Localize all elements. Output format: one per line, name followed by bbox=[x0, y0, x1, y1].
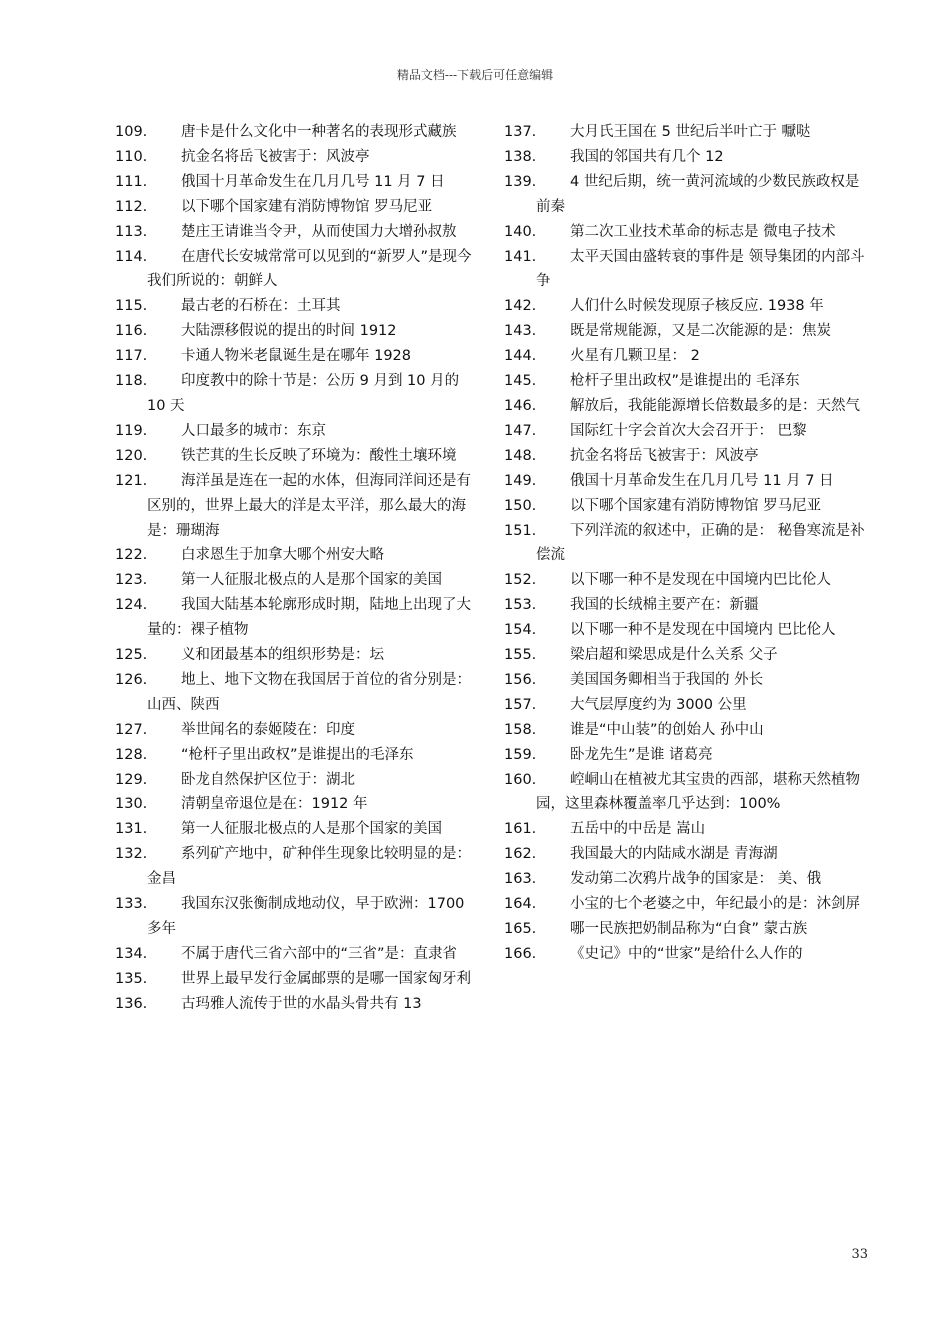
question-number: 147. bbox=[504, 422, 537, 439]
question-text: “枪杆子里出政权”是谁提出的毛泽东 bbox=[181, 746, 414, 763]
question-item bbox=[115, 469, 475, 544]
question-number: 119. bbox=[115, 422, 148, 439]
question-item bbox=[115, 444, 475, 469]
question-item bbox=[504, 867, 869, 892]
question-number: 144. bbox=[504, 348, 537, 365]
question-item bbox=[504, 294, 869, 319]
question-item bbox=[504, 768, 869, 818]
question-item bbox=[504, 618, 869, 643]
question-number: 159. bbox=[504, 746, 537, 763]
question-item bbox=[115, 543, 475, 568]
question-number: 152. bbox=[504, 572, 537, 589]
question-number: 131. bbox=[115, 821, 148, 838]
question-text: 印度教中的除十节是：公历 9 月到 10 月的 10 天 bbox=[147, 373, 464, 414]
question-text: 我国的长绒棉主要产在：新疆 bbox=[570, 597, 759, 614]
question-number: 132. bbox=[115, 846, 148, 863]
question-number: 155. bbox=[504, 647, 537, 664]
question-item bbox=[115, 842, 475, 892]
question-number: 161. bbox=[504, 821, 537, 838]
question-item bbox=[115, 743, 475, 768]
question-text: 既是常规能源，又是二次能源的是：焦炭 bbox=[570, 323, 831, 340]
question-text: 地上、地下文物在我国居于首位的省分别是：山西、陕西 bbox=[147, 671, 471, 713]
question-text: 铁芒萁的生长反映了环境为：酸性土壤环境 bbox=[181, 447, 457, 464]
question-text: 白求恩生于加拿大哪个州安大略 bbox=[181, 547, 384, 564]
question-number: 140. bbox=[504, 223, 537, 240]
question-text: 崆峒山在植被尤其宝贵的西部，堪称天然植物园，这里森林覆盖率几乎达到：100% bbox=[536, 771, 860, 813]
question-item bbox=[504, 170, 869, 220]
question-text: 楚庄王请谁当令尹，从而使国力大增孙叔敖 bbox=[181, 223, 457, 240]
question-text: 下列洋流的叙述中，正确的是： 秘鲁寒流是补偿流 bbox=[536, 522, 865, 564]
question-item bbox=[115, 768, 475, 793]
question-item bbox=[115, 145, 475, 170]
question-number: 139. bbox=[504, 173, 537, 190]
question-item bbox=[504, 469, 869, 494]
question-number: 115. bbox=[115, 298, 148, 315]
question-item bbox=[504, 494, 869, 519]
question-item bbox=[504, 817, 869, 842]
question-number: 158. bbox=[504, 721, 537, 738]
question-text: 人们什么时候发现原子核反应. 1938 年 bbox=[570, 298, 824, 315]
question-number: 141. bbox=[504, 248, 537, 265]
question-text: 俄国十月革命发生在几月几号 11 月 7 日 bbox=[570, 472, 834, 489]
question-text: 我国的邻国共有几个 12 bbox=[570, 148, 724, 165]
question-number: 150. bbox=[504, 497, 537, 514]
question-number: 153. bbox=[504, 597, 537, 614]
question-number: 151. bbox=[504, 522, 537, 539]
question-number: 118. bbox=[115, 373, 148, 390]
question-item bbox=[504, 668, 869, 693]
question-text: 我国东汉张衡制成地动仪，早于欧洲：1700 多年 bbox=[147, 896, 470, 937]
question-number: 137. bbox=[504, 124, 537, 140]
question-item bbox=[115, 220, 475, 245]
question-number: 166. bbox=[504, 945, 537, 962]
question-text: 第二次工业技术革命的标志是 微电子技术 bbox=[570, 223, 836, 240]
question-text: 最古老的石桥在：土耳其 bbox=[181, 298, 341, 315]
question-text: 太平天国由盛转衰的事件是 领导集团的内部斗争 bbox=[536, 248, 865, 290]
question-item bbox=[504, 444, 869, 469]
question-item bbox=[115, 643, 475, 668]
question-number: 143. bbox=[504, 323, 537, 340]
question-text: 以下哪一种不是发现在中国境内巴比伦人 bbox=[570, 572, 831, 589]
question-item bbox=[115, 992, 475, 1017]
question-text: 国际红十字会首次大会召开于： 巴黎 bbox=[570, 422, 807, 439]
question-item bbox=[115, 344, 475, 369]
question-number: 114. bbox=[115, 248, 148, 265]
question-text: 以下哪个国家建有消防博物馆 罗马尼亚 bbox=[181, 198, 433, 215]
right-question-list bbox=[504, 120, 869, 967]
question-item bbox=[504, 942, 869, 967]
question-number: 148. bbox=[504, 447, 537, 464]
question-item bbox=[504, 693, 869, 718]
question-number: 129. bbox=[115, 771, 148, 788]
question-number: 109. bbox=[115, 124, 148, 140]
question-number: 112. bbox=[115, 198, 148, 215]
question-text: 第一人征服北极点的人是那个国家的美国 bbox=[181, 572, 442, 589]
question-text: 小宝的七个老婆之中，年纪最小的是：沐剑屏 bbox=[570, 896, 860, 913]
question-item bbox=[504, 319, 869, 344]
question-item bbox=[504, 917, 869, 942]
question-text: 解放后，我能能源增长倍数最多的是：天然气 bbox=[570, 397, 860, 414]
question-text: 大月氏王国在 5 世纪后半叶亡于 嚈哒 bbox=[570, 124, 811, 140]
question-text: 第一人征服北极点的人是那个国家的美国 bbox=[181, 821, 442, 838]
question-text: 哪一民族把奶制品称为“白食” 蒙古族 bbox=[570, 921, 808, 937]
question-number: 154. bbox=[504, 622, 537, 639]
question-text: 唐卡是什么文化中一种著名的表现形式藏族 bbox=[181, 124, 457, 140]
question-item bbox=[504, 643, 869, 668]
question-number: 116. bbox=[115, 323, 148, 340]
question-number: 124. bbox=[115, 597, 148, 614]
question-text: 举世闻名的泰姬陵在：印度 bbox=[181, 721, 355, 738]
question-item bbox=[504, 718, 869, 743]
question-text: 4 世纪后期，统一黄河流域的少数民族政权是 前秦 bbox=[536, 173, 864, 215]
question-text: 火星有几颗卫星： 2 bbox=[570, 348, 700, 365]
question-item bbox=[115, 593, 475, 643]
question-item bbox=[115, 668, 475, 718]
question-item bbox=[504, 369, 869, 394]
question-number: 165. bbox=[504, 921, 537, 937]
question-item bbox=[504, 743, 869, 768]
question-number: 130. bbox=[115, 796, 148, 813]
question-item bbox=[115, 419, 475, 444]
question-text: 海洋虽是连在一起的水体，但海同洋间还是有区别的，世界上最大的洋是太平洋，那么最大的海是：珊瑚海 bbox=[147, 472, 471, 539]
question-number: 142. bbox=[504, 298, 537, 315]
question-number: 117. bbox=[115, 348, 148, 365]
question-item bbox=[504, 419, 869, 444]
question-number: 133. bbox=[115, 896, 148, 913]
question-item bbox=[115, 942, 475, 967]
question-number: 149. bbox=[504, 472, 537, 489]
question-text: 《史记》中的“世家”是给什么人作的 bbox=[570, 945, 803, 962]
question-number: 113. bbox=[115, 223, 148, 240]
question-item bbox=[115, 170, 475, 195]
question-number: 145. bbox=[504, 373, 537, 390]
question-text: 俄国十月革命发生在几月几号 11 月 7 日 bbox=[181, 173, 445, 190]
question-text: 以下哪一种不是发现在中国境内 巴比伦人 bbox=[570, 622, 836, 639]
question-text: 卧龙先生”是谁 诸葛亮 bbox=[570, 746, 713, 763]
question-text: 梁启超和梁思成是什么关系 父子 bbox=[570, 647, 778, 664]
question-number: 135. bbox=[115, 970, 148, 987]
question-text: 世界上最早发行金属邮票的是哪一国家匈牙利 bbox=[181, 970, 471, 987]
question-number: 123. bbox=[115, 572, 148, 589]
question-item bbox=[115, 195, 475, 220]
question-item bbox=[115, 892, 475, 942]
question-item bbox=[115, 792, 475, 817]
question-number: 146. bbox=[504, 397, 537, 414]
question-text: 抗金名将岳飞被害于：风波亭 bbox=[570, 447, 759, 464]
question-item bbox=[504, 519, 869, 569]
question-number: 163. bbox=[504, 871, 537, 888]
question-item bbox=[115, 294, 475, 319]
question-text: 发动第二次鸦片战争的国家是： 美、俄 bbox=[570, 871, 822, 888]
question-number: 111. bbox=[115, 173, 148, 190]
question-text: 以下哪个国家建有消防博物馆 罗马尼亚 bbox=[570, 497, 822, 514]
question-item bbox=[504, 145, 869, 170]
page-header: 精品文档---下载后可任意编辑 bbox=[396, 68, 554, 82]
question-item bbox=[115, 369, 475, 419]
question-item bbox=[504, 394, 869, 419]
question-number: 162. bbox=[504, 846, 537, 863]
question-item bbox=[504, 245, 869, 295]
question-item bbox=[504, 593, 869, 618]
question-item bbox=[504, 344, 869, 369]
question-text: 清朝皇帝退位是在：1912 年 bbox=[181, 796, 368, 813]
question-text: 大气层厚度约为 3000 公里 bbox=[570, 696, 747, 713]
question-item bbox=[115, 120, 475, 145]
question-number: 164. bbox=[504, 896, 537, 913]
question-item bbox=[115, 967, 475, 992]
question-number: 136. bbox=[115, 995, 148, 1012]
question-text: 我国大陆基本轮廓形成时期，陆地上出现了大量的：裸子植物 bbox=[147, 597, 471, 639]
question-number: 121. bbox=[115, 472, 148, 489]
question-text: 古玛雅人流传于世的水晶头骨共有 13 bbox=[181, 995, 422, 1012]
question-text: 卧龙自然保护区位于：湖北 bbox=[181, 771, 355, 788]
question-text: 系列矿产地中，矿种伴生现象比较明显的是：金昌 bbox=[147, 846, 471, 888]
question-number: 138. bbox=[504, 148, 537, 165]
question-item bbox=[115, 319, 475, 344]
question-number: 134. bbox=[115, 945, 148, 962]
question-item bbox=[504, 568, 869, 593]
left-question-list bbox=[115, 120, 475, 1017]
question-text: 美国国务卿相当于我国的 外长 bbox=[570, 671, 764, 688]
question-text: 在唐代长安城常常可以见到的“新罗人”是现今我们所说的：朝鲜人 bbox=[147, 248, 472, 290]
question-item bbox=[115, 817, 475, 842]
question-text: 大陆漂移假说的提出的时间 1912 bbox=[181, 323, 397, 340]
question-item bbox=[115, 718, 475, 743]
question-number: 122. bbox=[115, 547, 148, 564]
question-text: 抗金名将岳飞被害于：风波亭 bbox=[181, 148, 370, 165]
question-text: 义和团最基本的组织形势是：坛 bbox=[181, 647, 384, 664]
question-number: 125. bbox=[115, 647, 148, 664]
question-number: 160. bbox=[504, 771, 537, 788]
question-item bbox=[504, 120, 869, 145]
question-text: 枪杆子里出政权”是谁提出的 毛泽东 bbox=[570, 373, 800, 390]
question-text: 不属于唐代三省六部中的“三省”是：直隶省 bbox=[181, 945, 458, 962]
question-item bbox=[504, 220, 869, 245]
page-number: 33 bbox=[851, 1247, 868, 1262]
question-text: 谁是“中山装”的创始人 孙中山 bbox=[570, 721, 764, 738]
question-item bbox=[115, 568, 475, 593]
question-text: 卡通人物米老鼠诞生是在哪年 1928 bbox=[181, 348, 412, 365]
question-item bbox=[115, 245, 475, 295]
question-item bbox=[504, 842, 869, 867]
question-number: 110. bbox=[115, 148, 148, 165]
question-number: 128. bbox=[115, 746, 148, 763]
question-number: 157. bbox=[504, 696, 537, 713]
question-text: 五岳中的中岳是 嵩山 bbox=[570, 821, 706, 838]
question-number: 156. bbox=[504, 671, 537, 688]
question-number: 127. bbox=[115, 721, 148, 738]
question-text: 我国最大的内陆咸水湖是 青海湖 bbox=[570, 846, 778, 863]
question-item bbox=[504, 892, 869, 917]
question-number: 120. bbox=[115, 447, 148, 464]
question-number: 126. bbox=[115, 671, 148, 688]
question-text: 人口最多的城市：东京 bbox=[181, 422, 326, 439]
